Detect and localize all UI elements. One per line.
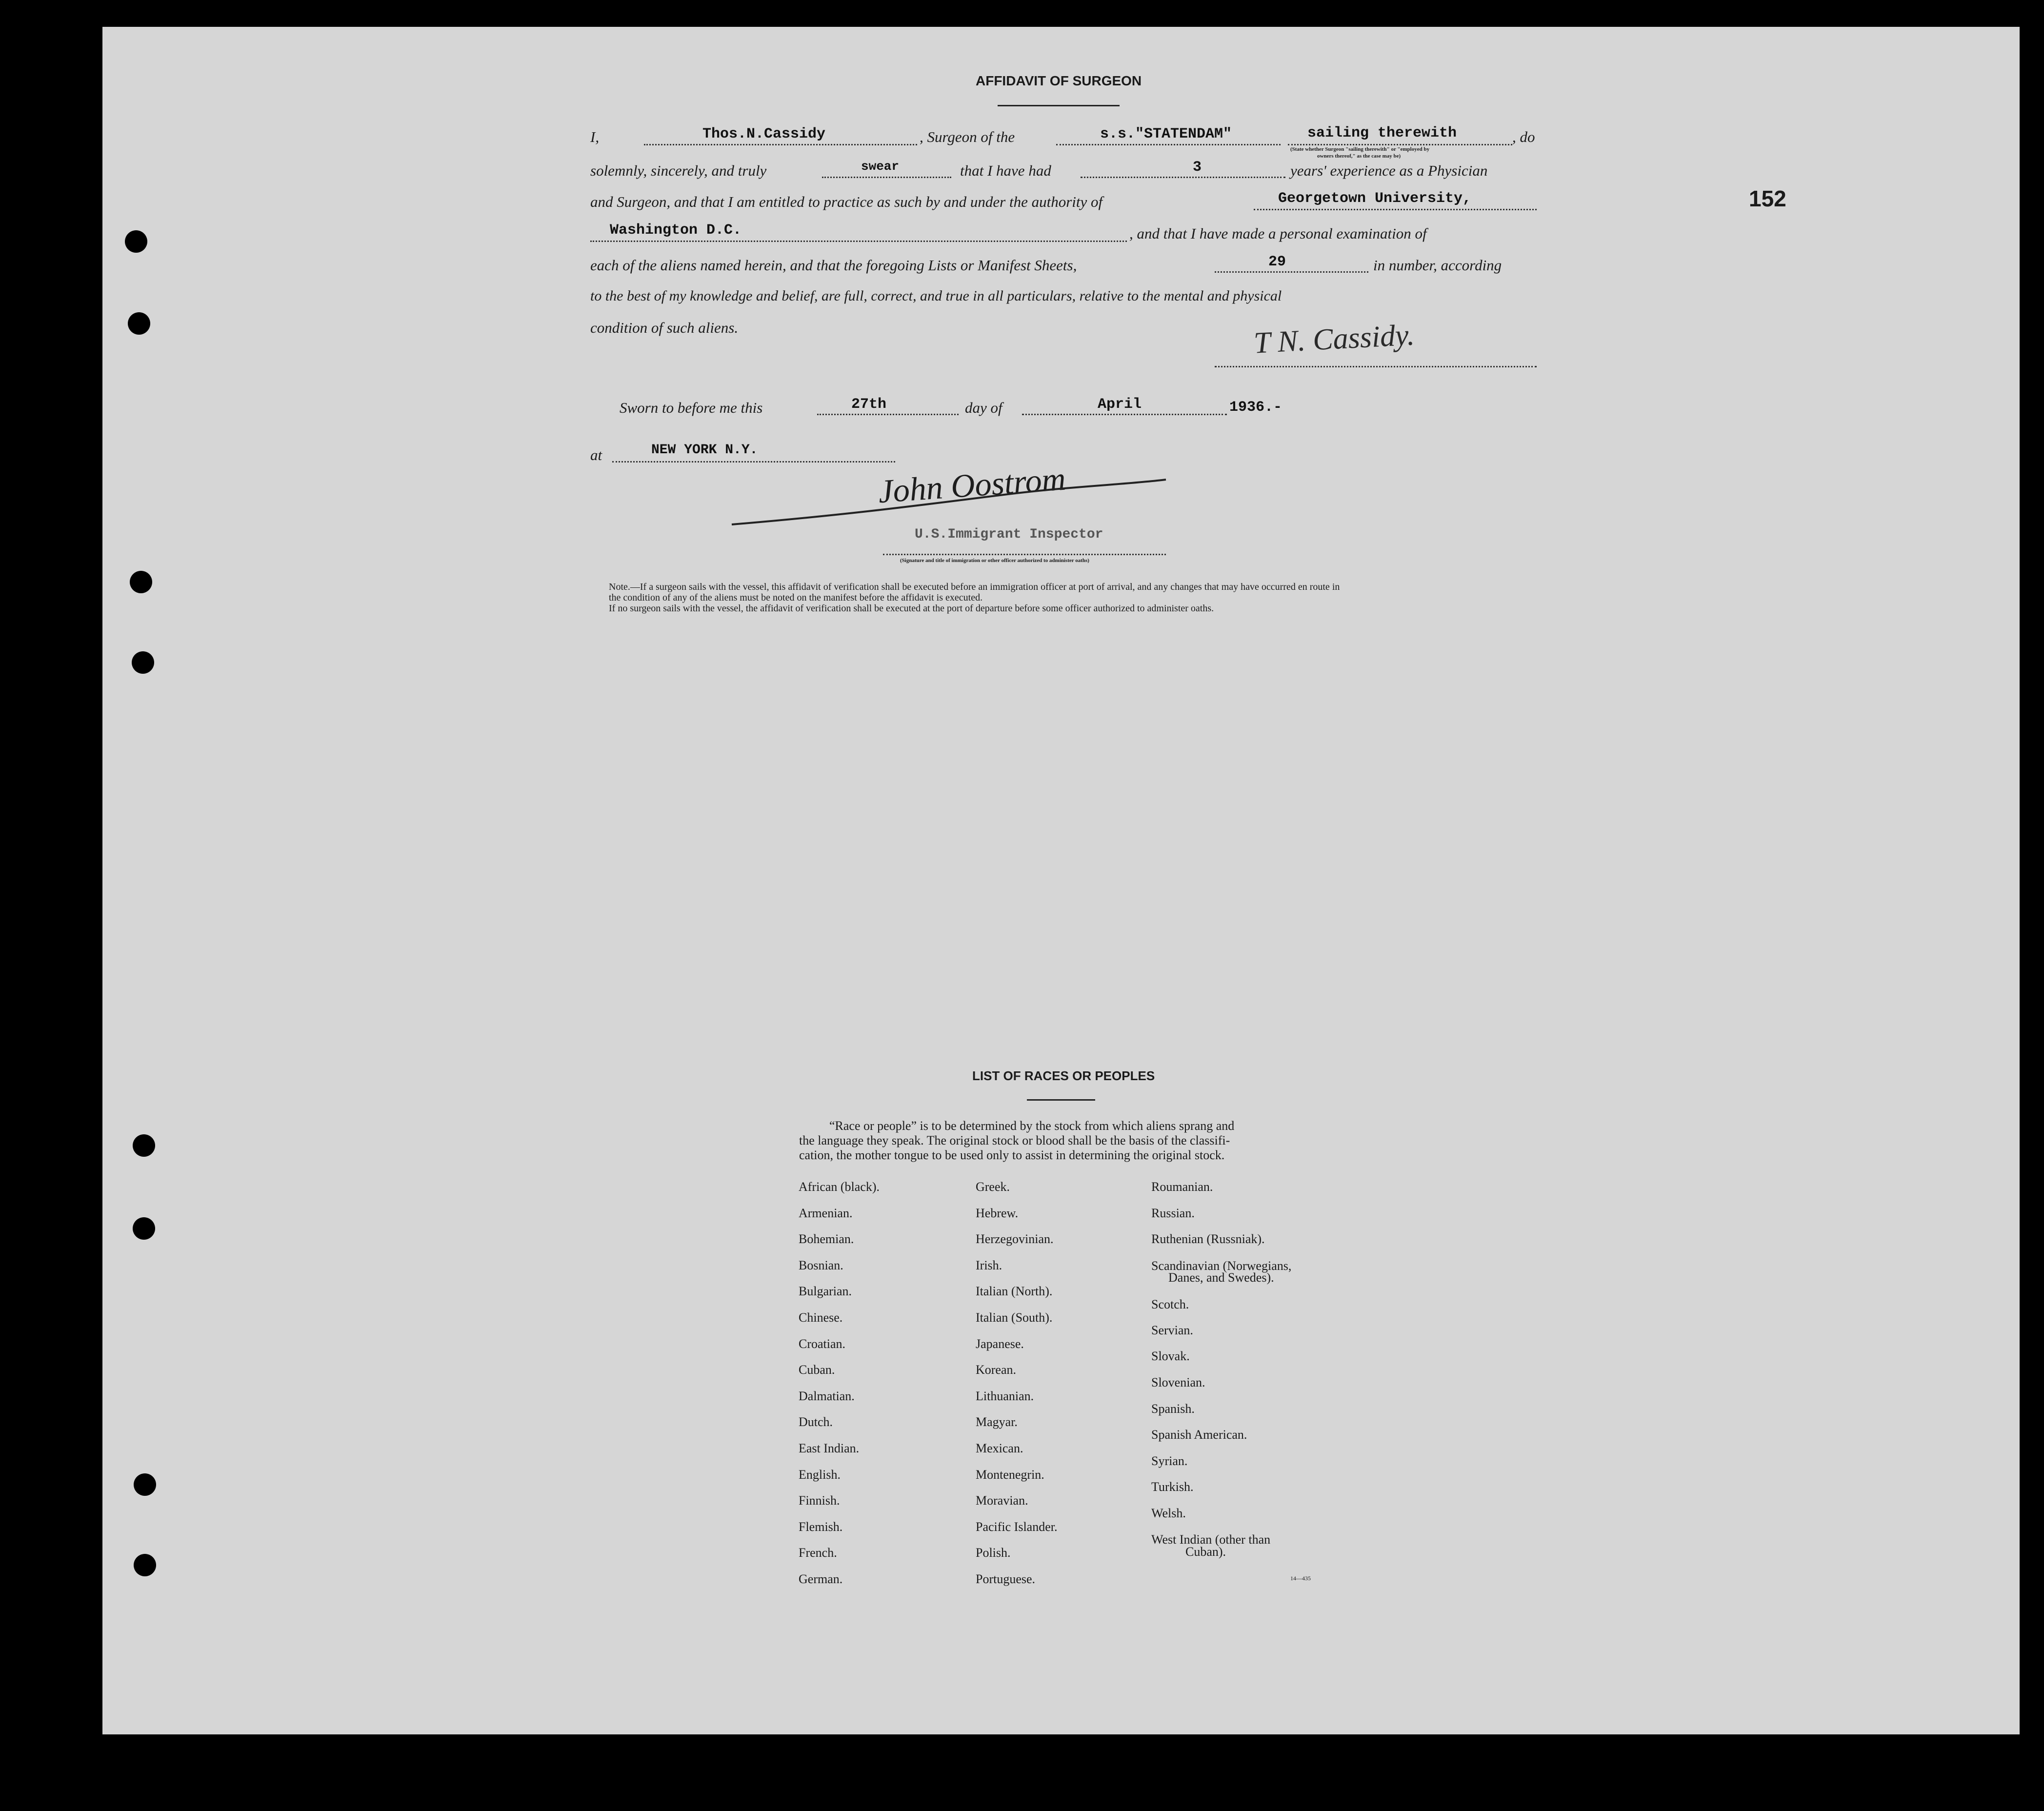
race-item: Spanish American.	[1151, 1428, 1247, 1442]
race-item: Armenian.	[799, 1206, 853, 1220]
field-rule	[644, 144, 917, 145]
race-item: Herzegovinian.	[976, 1232, 1054, 1247]
note-line: the condition of any of the aliens must be noted on the manifest before the affidavit is executed.	[609, 592, 983, 603]
field-rule	[1056, 144, 1281, 145]
race-item: Cuban.	[799, 1363, 835, 1377]
punch-hole	[132, 651, 154, 674]
field-rule	[590, 241, 1127, 242]
race-item: French.	[799, 1546, 837, 1560]
affidavit-text: years' experience as a Physician	[1290, 162, 1488, 179]
at-place: NEW YORK N.Y.	[651, 443, 758, 458]
at-label: at	[590, 446, 602, 463]
race-item: Montenegrin.	[976, 1467, 1044, 1482]
race-item: Scotch.	[1151, 1297, 1189, 1311]
authority-1: Georgetown University,	[1278, 190, 1472, 207]
race-item: Pacific Islander.	[976, 1519, 1058, 1534]
affidavit-text: , Surgeon of the	[920, 128, 1015, 145]
race-item: Magyar.	[976, 1415, 1018, 1429]
sheet-count: 29	[1268, 254, 1286, 270]
page-number: 152	[1749, 186, 1786, 211]
race-item: Spanish.	[1151, 1402, 1195, 1416]
sworn-month: April	[1098, 396, 1142, 413]
race-item: Bosnian.	[799, 1258, 843, 1272]
title-underline	[998, 105, 1120, 106]
years-experience: 3	[1193, 159, 1202, 176]
field-rule	[1288, 144, 1512, 145]
affidavit-text: that I have had	[960, 162, 1051, 179]
note-line: If no surgeon sails with the vessel, the affidavit of verification shall be executed at the port of departure before some officer authorized to administer oaths.	[609, 603, 1214, 614]
field-rule	[817, 414, 959, 415]
surgeon-name: Thos.N.Cassidy	[702, 126, 826, 142]
race-item: Mexican.	[976, 1441, 1023, 1455]
inspector-signature: John Oostrom	[877, 460, 1067, 510]
race-item: Danes, and Swedes).	[1168, 1270, 1274, 1285]
races-intro: cation, the mother tongue to be used only to assist in determining the original stock.	[799, 1148, 1225, 1162]
field-rule	[612, 461, 895, 463]
races-intro: the language they speak. The original stock or blood shall be the basis of the classifi-	[799, 1133, 1230, 1147]
punch-hole	[125, 230, 147, 253]
race-item: Roumanian.	[1151, 1180, 1213, 1194]
race-item: Japanese.	[976, 1336, 1024, 1351]
document-page	[102, 27, 2020, 1734]
race-item: Servian.	[1151, 1323, 1193, 1337]
signature-flourish	[727, 476, 1176, 534]
race-item: Croatian.	[799, 1336, 846, 1351]
sworn-year: 1936.-	[1229, 399, 1283, 416]
form-code: 14—435	[1290, 1575, 1311, 1582]
punch-hole	[133, 1217, 155, 1240]
race-item: Italian (South).	[976, 1310, 1053, 1325]
field-rule	[1022, 414, 1227, 415]
race-item: Lithuanian.	[976, 1388, 1034, 1403]
race-item: Greek.	[976, 1180, 1010, 1194]
race-item: Bohemian.	[799, 1232, 854, 1247]
field-rule	[1215, 271, 1368, 273]
race-item: Slovak.	[1151, 1349, 1190, 1363]
sailing-note: (State whether Surgeon "sailing therewith" or "employed by	[1290, 146, 1430, 152]
race-item: Scandinavian (Norwegians,	[1151, 1259, 1292, 1273]
authority-2: Washington D.C.	[610, 222, 742, 239]
sailing-status: sailing therewith	[1307, 125, 1457, 141]
race-item: Hebrew.	[976, 1206, 1019, 1220]
races-title: LIST OF RACES OR PEOPLES	[972, 1068, 1155, 1083]
race-item: Russian.	[1151, 1206, 1195, 1220]
inspector-title: U.S.Immigrant Inspector	[915, 527, 1103, 542]
note-line: Note.—If a surgeon sails with the vessel, this affidavit of verification shall be executed before an immigration officer at port of arrival, and any changes that may have occurred en route in	[609, 582, 1340, 592]
race-item: Bulgarian.	[799, 1284, 852, 1299]
sworn-text: day of	[965, 399, 1002, 416]
field-rule	[1081, 177, 1285, 178]
race-item: Moravian.	[976, 1493, 1028, 1508]
race-item: Irish.	[976, 1258, 1002, 1272]
punch-hole	[134, 1554, 156, 1576]
affidavit-text: condition of such aliens.	[590, 319, 739, 336]
race-item: West Indian (other than	[1151, 1532, 1271, 1547]
affidavit-text: , do	[1512, 128, 1535, 145]
races-intro: “Race or people” is to be determined by the stock from which aliens sprang and	[829, 1119, 1235, 1133]
race-item: Dalmatian.	[799, 1388, 855, 1403]
race-item: Turkish.	[1151, 1480, 1194, 1494]
race-item: African (black).	[799, 1180, 880, 1194]
race-item: Finnish.	[799, 1493, 840, 1508]
oath-word: swear	[861, 159, 900, 174]
signature-note: (Signature and title of immigration or other officer authorized to administer oaths)	[900, 558, 1089, 563]
sworn-text: Sworn to before me this	[620, 399, 763, 416]
field-rule	[1254, 209, 1537, 210]
race-item: Cuban).	[1185, 1545, 1226, 1559]
race-item: Slovenian.	[1151, 1375, 1205, 1389]
race-item: Korean.	[976, 1363, 1017, 1377]
races-title-underline	[1027, 1099, 1095, 1101]
race-item: German.	[799, 1572, 843, 1586]
race-item: East Indian.	[799, 1441, 860, 1455]
affidavit-text: in number, according	[1373, 257, 1502, 274]
signature-rule	[1215, 366, 1537, 367]
race-item: Ruthenian (Russniak).	[1151, 1232, 1265, 1246]
affidavit-text: , and that I have made a personal examination of	[1129, 225, 1427, 242]
inspector-rule	[883, 554, 1166, 555]
surgeon-signature: T N. Cassidy.	[1253, 318, 1416, 360]
affidavit-text: each of the aliens named herein, and that the foregoing Lists or Manifest Sheets,	[590, 257, 1077, 274]
race-item: Flemish.	[799, 1519, 843, 1534]
race-item: English.	[799, 1467, 841, 1482]
field-rule	[822, 177, 951, 178]
race-item: Portuguese.	[976, 1572, 1036, 1586]
race-item: Chinese.	[799, 1310, 843, 1325]
punch-hole	[130, 571, 152, 593]
race-item: Italian (North).	[976, 1284, 1053, 1299]
race-item: Dutch.	[799, 1415, 833, 1429]
ship-name: s.s."STATENDAM"	[1100, 126, 1232, 142]
affidavit-text: solemnly, sincerely, and truly	[590, 162, 767, 179]
affidavit-text: and Surgeon, and that I am entitled to practice as such by and under the authority of	[590, 193, 1103, 210]
punch-hole	[134, 1473, 156, 1496]
sailing-note: owners thereof," as the case may be)	[1317, 153, 1401, 159]
affidavit-text: I,	[590, 128, 600, 145]
punch-hole	[133, 1134, 155, 1157]
race-item: Polish.	[976, 1546, 1011, 1560]
race-item: Syrian.	[1151, 1454, 1188, 1468]
race-item: Welsh.	[1151, 1506, 1186, 1520]
sworn-day: 27th	[851, 396, 887, 413]
affidavit-title: AFFIDAVIT OF SURGEON	[976, 73, 1142, 88]
punch-hole	[128, 312, 150, 335]
affidavit-text: to the best of my knowledge and belief, are full, correct, and true in all particulars, relative to the mental and physical	[590, 288, 1282, 304]
